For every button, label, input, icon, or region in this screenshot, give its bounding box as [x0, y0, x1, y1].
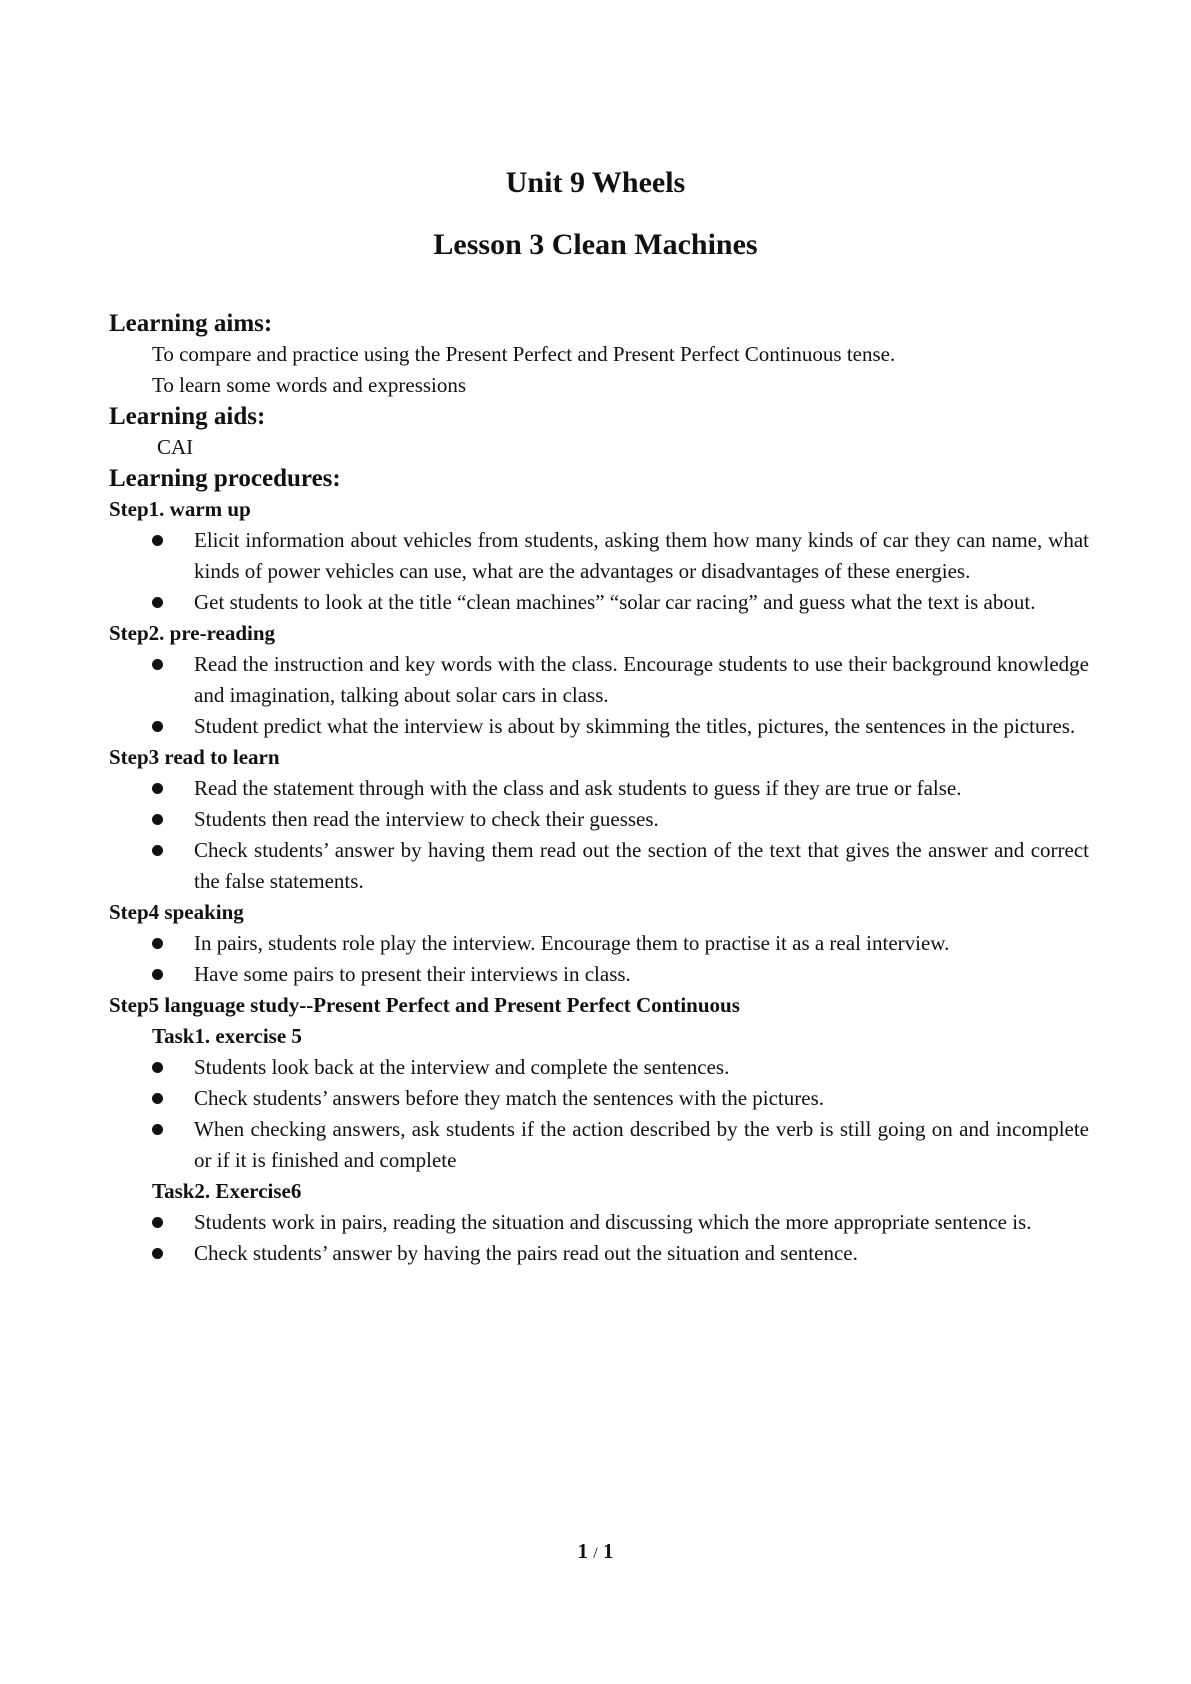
bullet-list — [109, 1207, 1089, 1269]
list-item-text: In pairs, students role play the interview. Encourage them to practise it as a real interview. — [194, 931, 950, 955]
lesson-title: Lesson 3 Clean Machines — [433, 228, 758, 261]
bullet-icon — [152, 814, 163, 825]
aim-line: To learn some words and expressions — [152, 373, 467, 397]
list-item — [109, 1114, 1089, 1176]
total-pages: 1 — [602, 1539, 614, 1563]
list-item — [109, 1052, 1089, 1083]
unit-title: Unit 9 Wheels — [505, 166, 686, 199]
list-item-text: Check students’ answer by having them read out the section of the text that gives the answer and correct the false statements. — [194, 838, 1089, 893]
list-item — [109, 804, 1089, 835]
bullet-list — [109, 649, 1089, 742]
bullet-icon — [152, 1093, 163, 1104]
list-item-text: When checking answers, ask students if the action described by the verb is still going on and incomplete or if it is finished and complete — [194, 1117, 1089, 1172]
step-heading: Step4 speaking — [109, 900, 244, 924]
list-item — [109, 1083, 1089, 1114]
list-item — [109, 1238, 1089, 1269]
list-item — [109, 835, 1089, 897]
bullet-icon — [152, 845, 163, 856]
document-body — [109, 308, 1089, 1269]
learning-aids-heading: Learning aids: — [109, 403, 266, 430]
list-item-text: Check students’ answer by having the pairs read out the situation and sentence. — [194, 1241, 858, 1265]
bullet-list — [109, 525, 1089, 618]
list-item-text: Get students to look at the title “clean machines” “solar car racing” and guess what the text is about. — [194, 590, 1036, 614]
bullet-icon — [152, 1248, 163, 1259]
list-item-text: Students then read the interview to check their guesses. — [194, 807, 659, 831]
bullet-icon — [152, 783, 163, 794]
learning-aids-text: CAI — [157, 435, 194, 459]
list-item — [109, 1207, 1089, 1238]
aim-line: To compare and practice using the Present Perfect and Present Perfect Continuous tense. — [152, 342, 896, 366]
list-item — [109, 587, 1089, 618]
step-heading: Step3 read to learn — [109, 745, 280, 769]
bullet-icon — [152, 1217, 163, 1228]
bullet-icon — [152, 721, 163, 732]
bullet-icon — [152, 969, 163, 980]
page-number — [0, 1539, 1191, 1564]
list-item-text: Students work in pairs, reading the situation and discussing which the more appropriate sentence is. — [194, 1210, 1032, 1234]
list-item-text: Have some pairs to present their interviews in class. — [194, 962, 631, 986]
list-item-text: Student predict what the interview is about by skimming the titles, pictures, the sentences in the pictures. — [194, 714, 1076, 738]
bullet-icon — [152, 1124, 163, 1135]
step-heading: Step2. pre-reading — [109, 621, 276, 645]
step-heading: Step1. warm up — [109, 497, 251, 521]
task-heading: Task2. Exercise6 — [152, 1179, 302, 1203]
list-item — [109, 525, 1089, 587]
bullet-icon — [152, 597, 163, 608]
list-item-text: Read the instruction and key words with the class. Encourage students to use their background knowledge and imagination, talking about solar cars in class. — [194, 652, 1089, 707]
bullet-icon — [152, 659, 163, 670]
task-heading: Task1. exercise 5 — [152, 1024, 302, 1048]
list-item-text: Check students’ answers before they match the sentences with the pictures. — [194, 1086, 824, 1110]
learning-aims-heading: Learning aims: — [109, 310, 273, 337]
bullet-list — [109, 1052, 1089, 1176]
bullet-icon — [152, 535, 163, 546]
list-item — [109, 959, 1089, 990]
bullet-icon — [152, 1062, 163, 1073]
list-item-text: Read the statement through with the class and ask students to guess if they are true or false. — [194, 776, 962, 800]
list-item — [109, 649, 1089, 711]
list-item — [109, 711, 1089, 742]
list-item — [109, 928, 1089, 959]
step-heading: Step5 language study--Present Perfect and Present Perfect Continuous — [109, 993, 740, 1017]
list-item-text: Students look back at the interview and complete the sentences. — [194, 1055, 730, 1079]
list-item-text: Elicit information about vehicles from students, asking them how many kinds of car they can name, what kinds of power vehicles can use, what are the advantages or disadvantages of these energies. — [194, 528, 1089, 583]
page-separator: / — [593, 1545, 598, 1562]
current-page: 1 — [577, 1539, 589, 1563]
learning-procedures-heading: Learning procedures: — [109, 465, 341, 492]
bullet-list — [109, 773, 1089, 897]
list-item — [109, 773, 1089, 804]
bullet-list — [109, 928, 1089, 990]
bullet-icon — [152, 938, 163, 949]
